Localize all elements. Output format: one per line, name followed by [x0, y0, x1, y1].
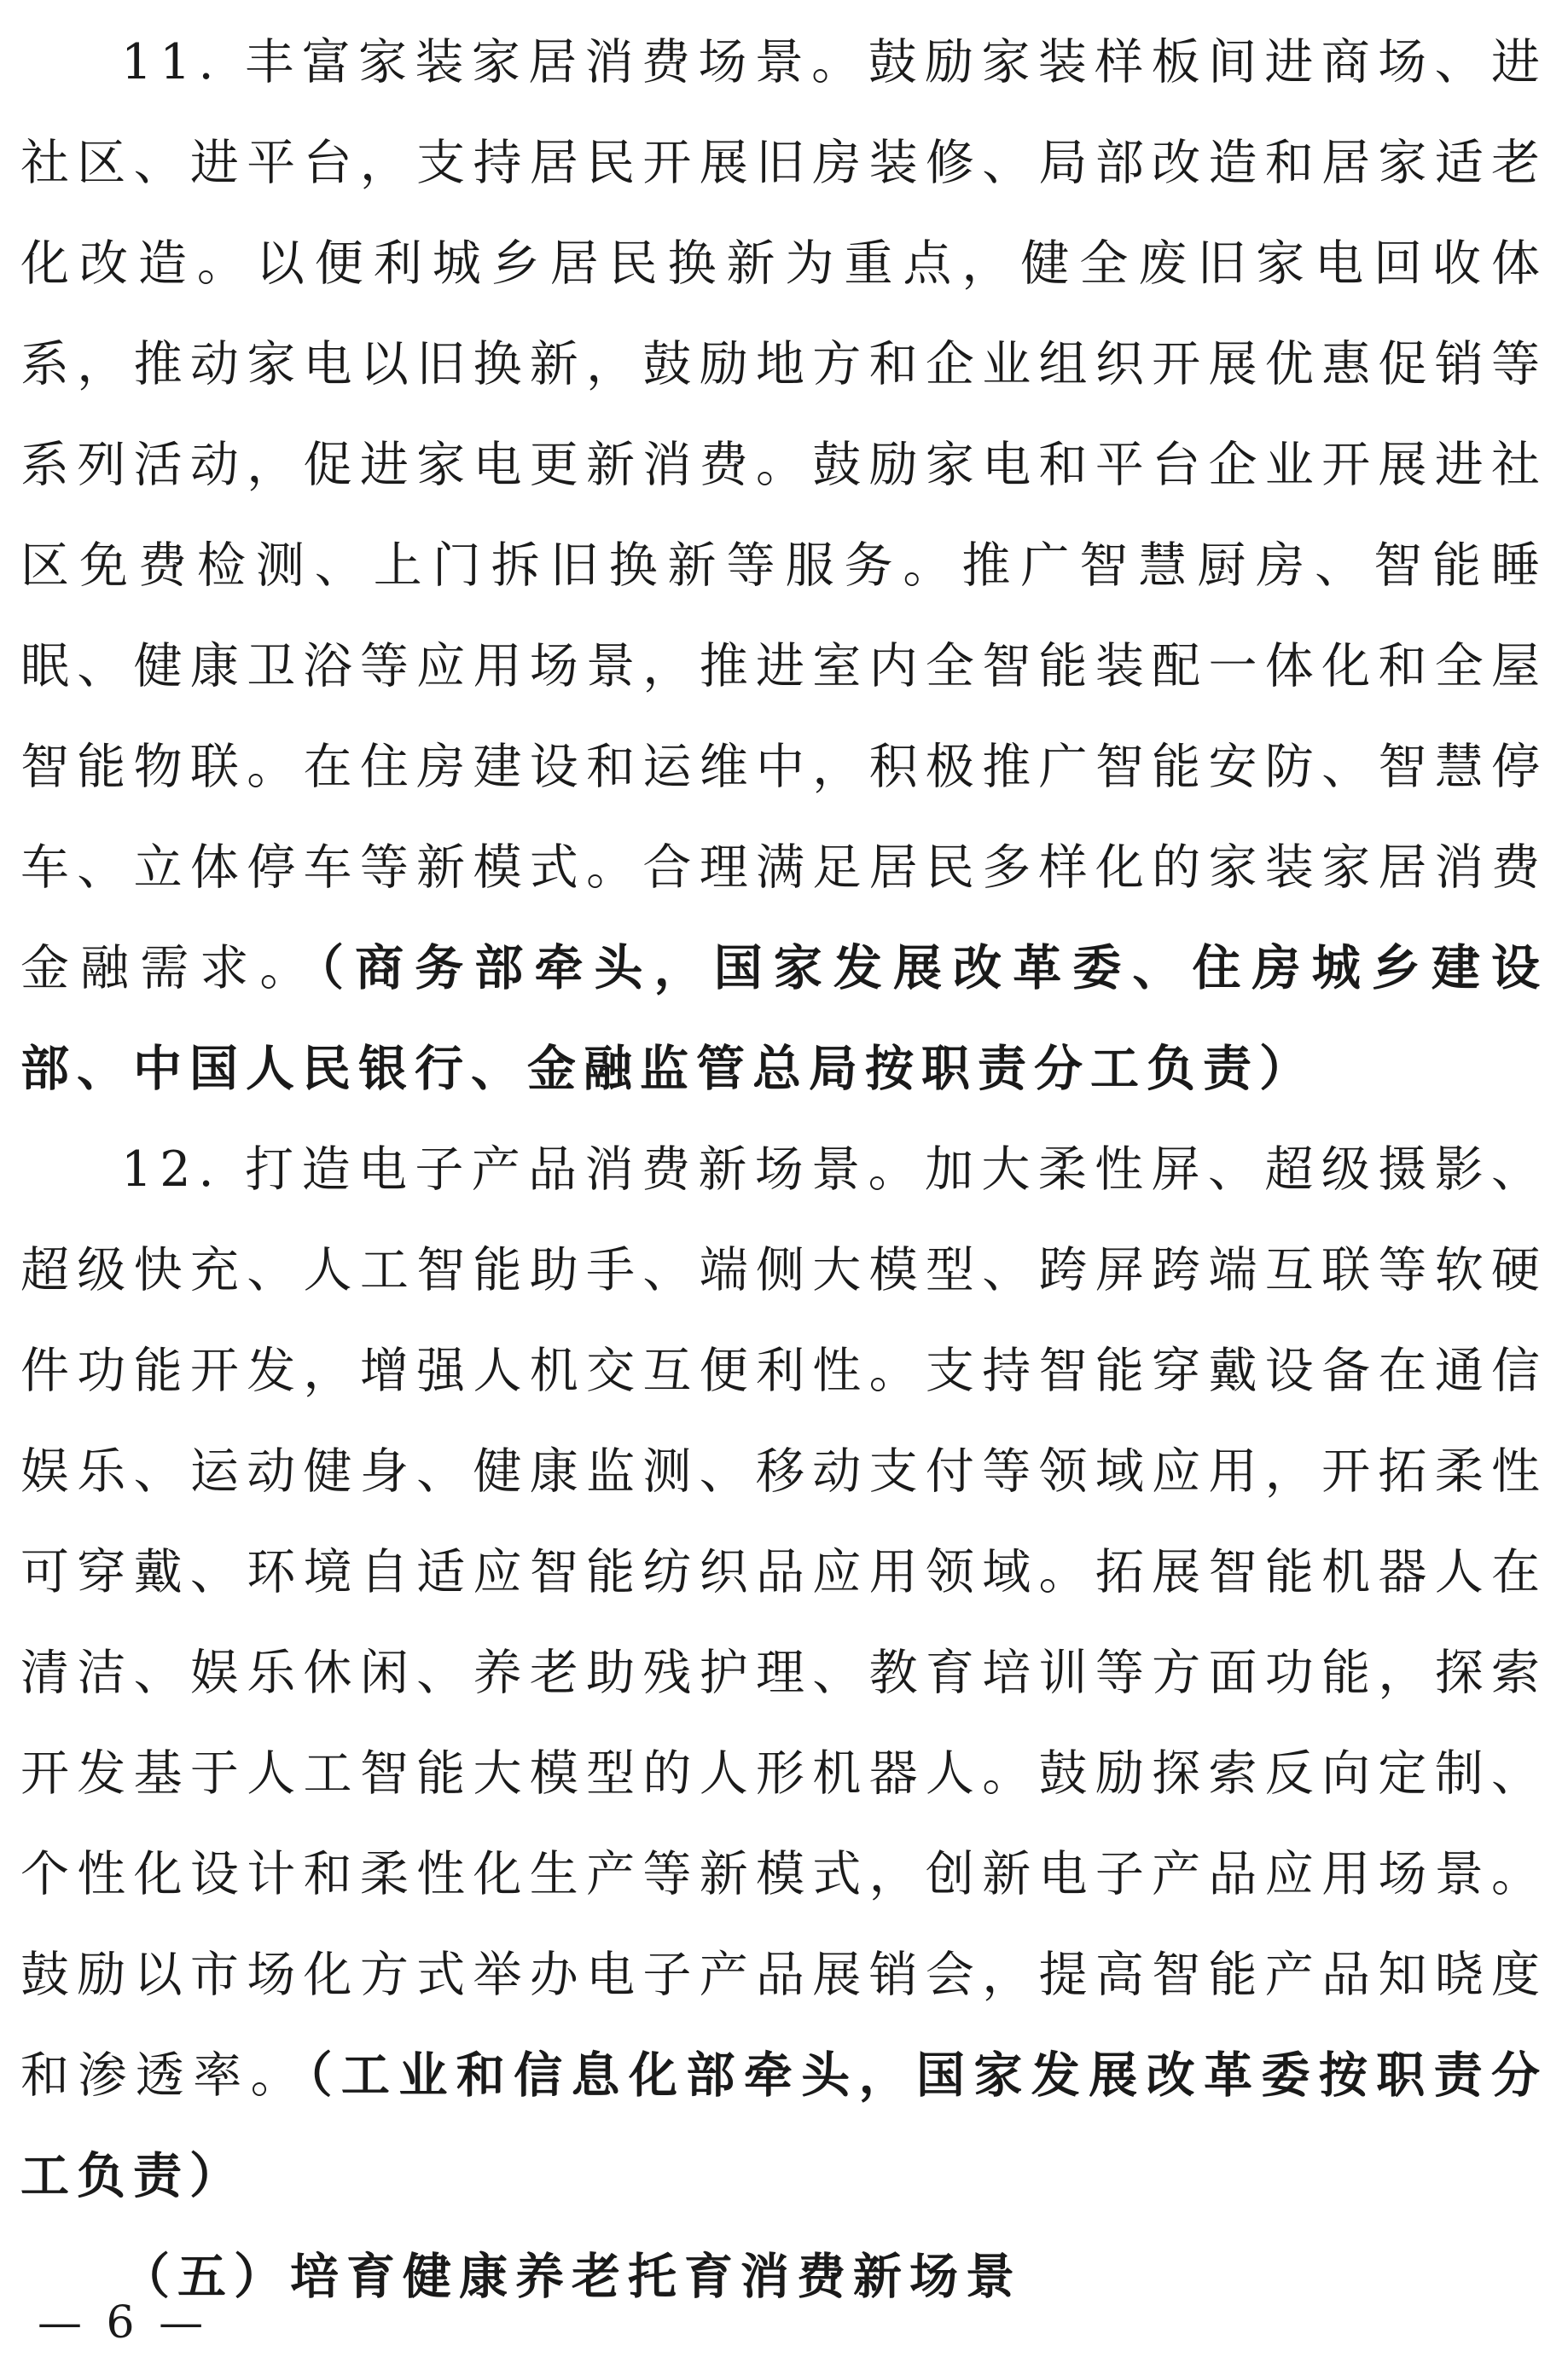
paragraph-12-body: 加大柔性屏、超级摄影、超级快充、人工智能助手、端侧大模型、跨屏跨端互联等软硬件功能开发，增强人机交互便利性。支持智能穿戴设备在通信娱乐、运动健身、健康监测、移动支付等领域应用，开拓柔性可穿戴、环境自适应智能纺织品应用领域。拓展智能机器人在清洁、娱乐休闲、养老助残护理、教育培训等方面功能，探索开发基于人工智能大模型的人形机器人。鼓励探索反向定制、个性化设计和柔性化生产等新模式，创新电子产品应用场景。鼓励以市场化方式举办电子产品展销会，提高智能产品知晓度和渗透率。 — [20, 1141, 1548, 2104]
paragraph-11-body: 鼓励家装样板间进商场、进社区、进平台，支持居民开展旧房装修、局部改造和居家适老化改造。以便利城乡居民换新为重点，健全废旧家电回收体系，推动家电以旧换新，鼓励地方和企业组织开展优惠促销等系列活动，促进家电更新消费。鼓励家电和平台企业开展进社区免费检测、上门拆旧换新等服务。推广智慧厨房、智能睡眠、健康卫浴等应用场景，推进室内全智能装配一体化和全屋智能物联。在住房建设和运维中，积极推广智能安防、智慧停车、立体停车等新模式。合理满足居民多样化的家装家居消费金融需求。 — [20, 34, 1548, 996]
page-number: — 6 — — [38, 2297, 209, 2349]
document-body — [20, 12, 1548, 2327]
paragraph-12-responsibility: （工业和信息化部牵头，国家发展改革委按职责分工负责） — [20, 2047, 1548, 2204]
paragraph-12 — [20, 1119, 1548, 2227]
paragraph-11 — [20, 12, 1548, 1119]
paragraph-12-lead: 12. 打造电子产品消费新场景。 — [121, 1141, 925, 1198]
paragraph-11-responsibility: （商务部牵头，国家发展改革委、住房城乡建设部、中国人民银行、金融监管总局按职责分工负责） — [20, 939, 1548, 1097]
section-heading: （五）培育健康养老托育消费新场景 — [121, 2248, 1022, 2305]
paragraph-11-lead: 11. 丰富家装家居消费场景。 — [121, 34, 868, 90]
